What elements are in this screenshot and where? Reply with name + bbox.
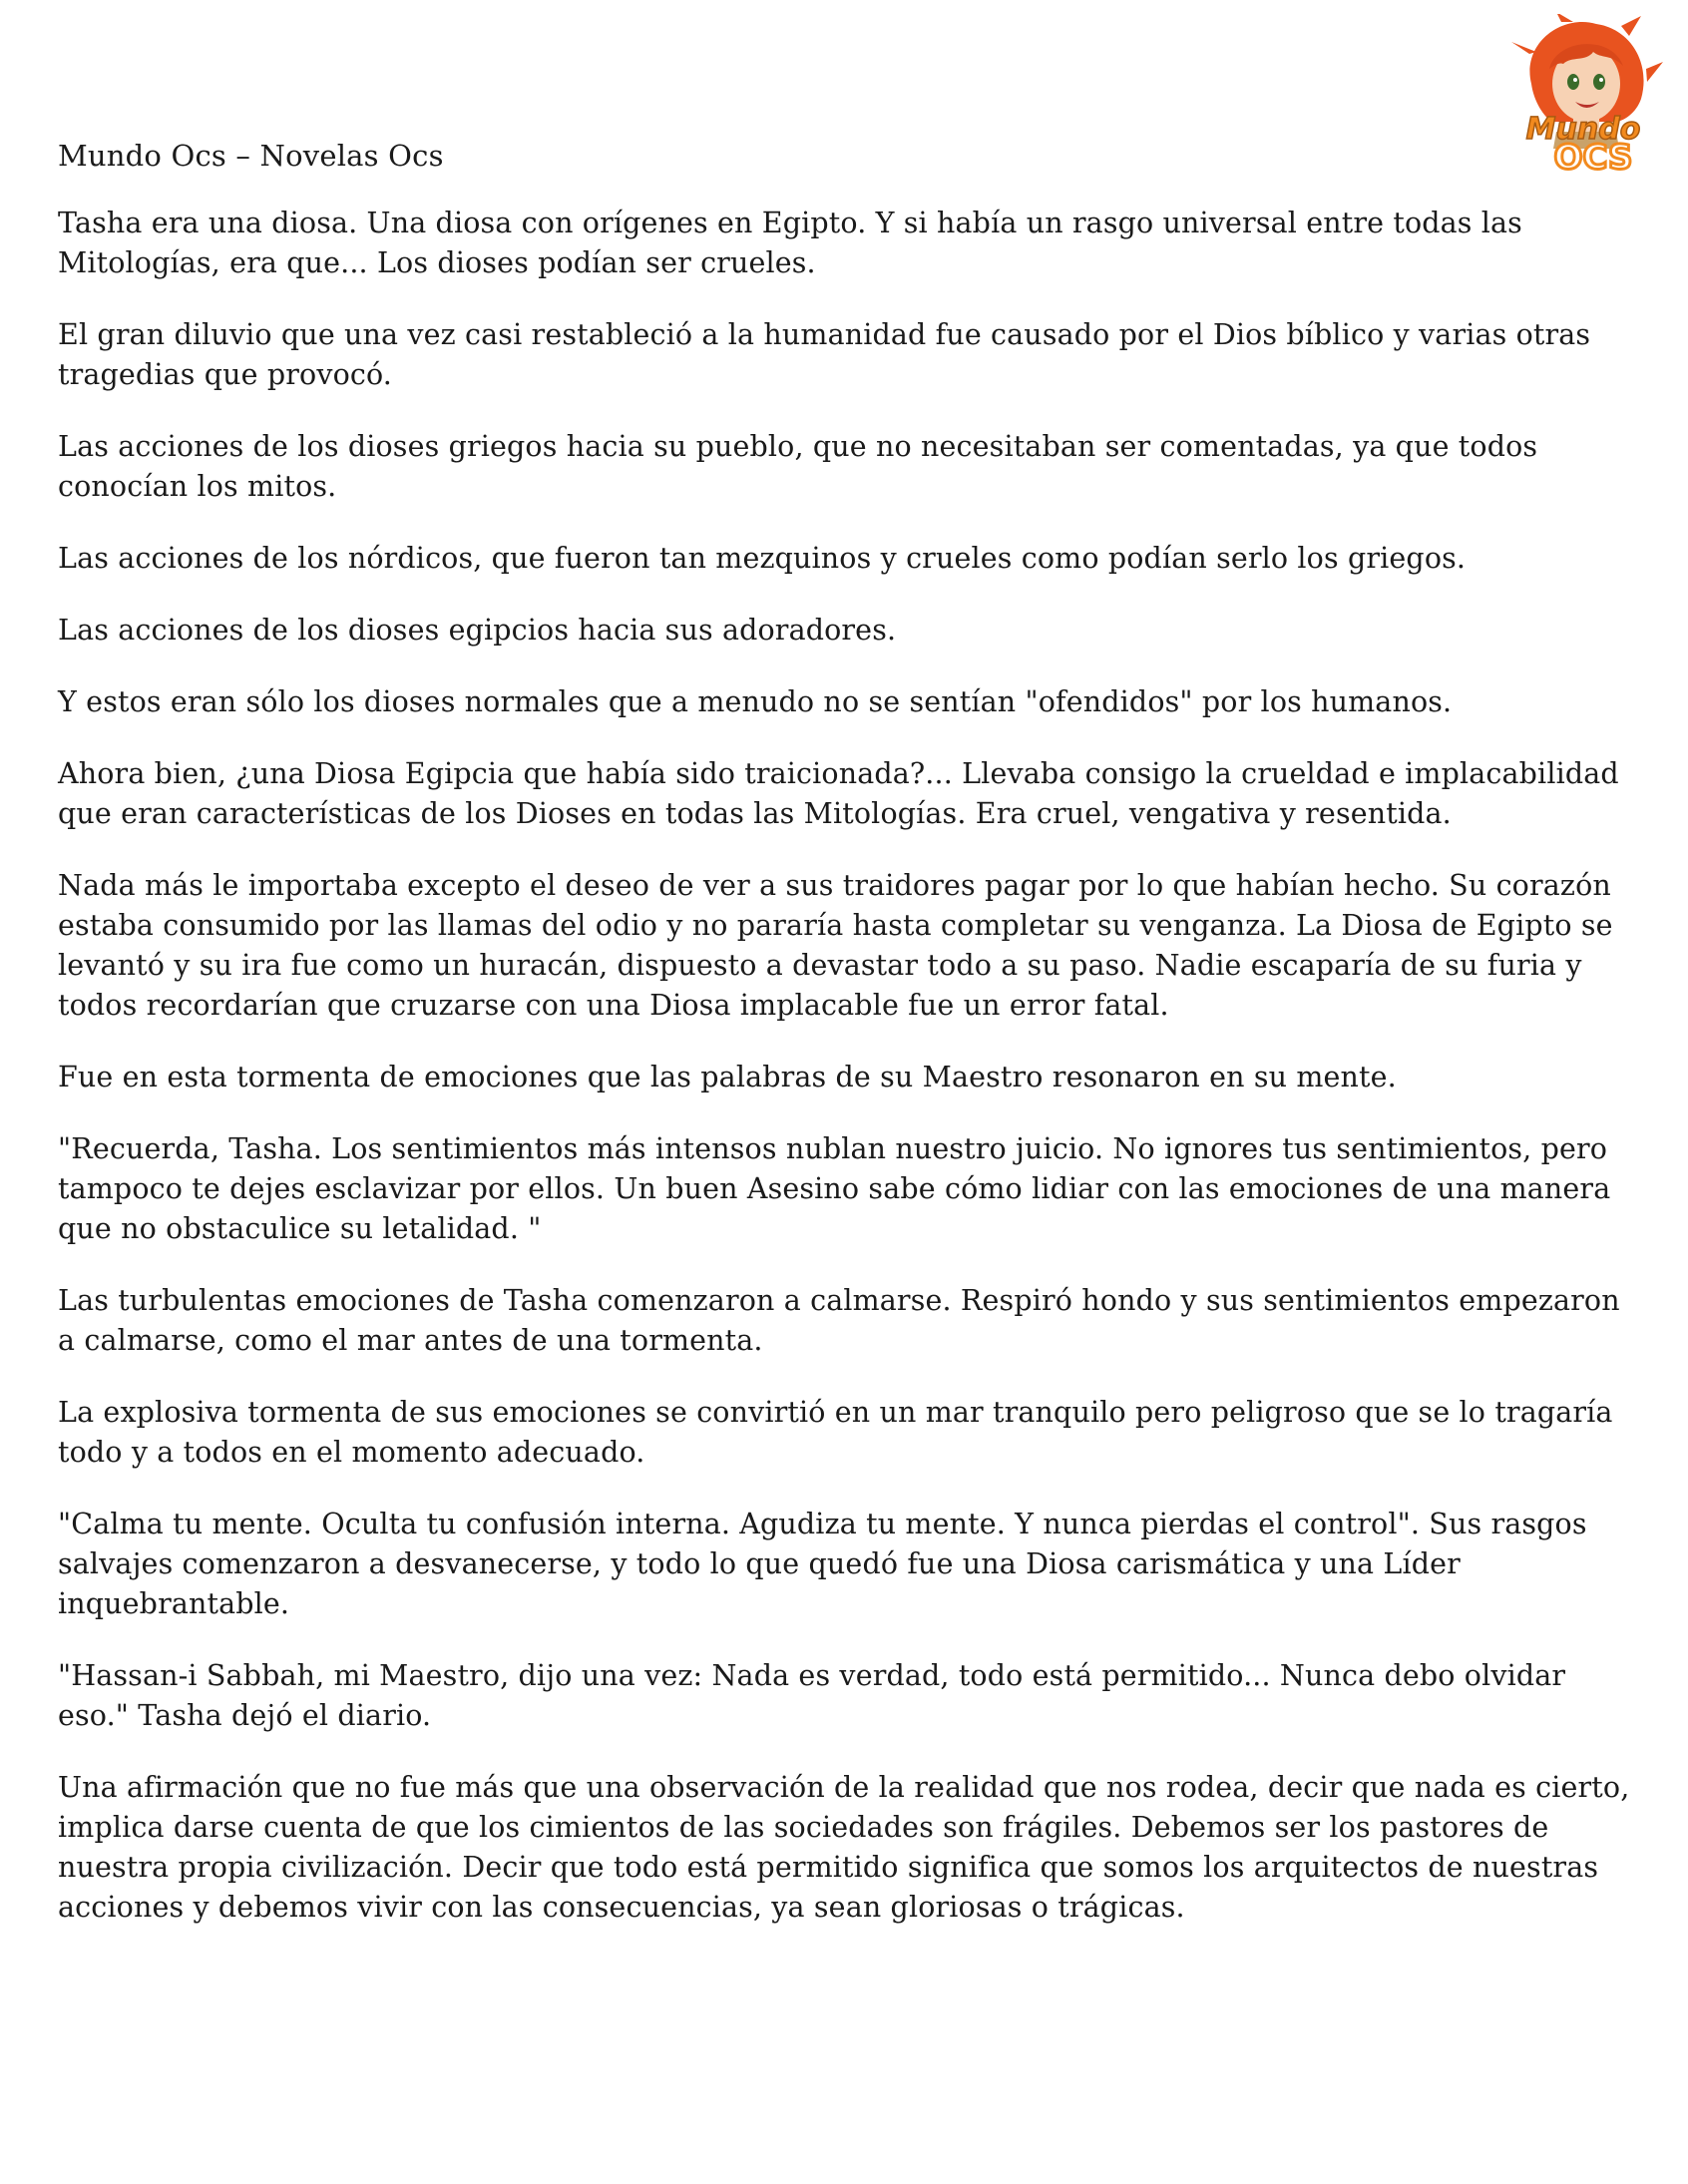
anime-girl-mascot-icon [1501, 14, 1666, 174]
document-header: Mundo Ocs – Novelas Ocs [58, 139, 444, 173]
body-paragraph: Las acciones de los nórdicos, que fueron tan mezquinos y crueles como podían serlo los griegos. [58, 542, 1467, 575]
body-paragraph: Tasha era una diosa. Una diosa con orígenes en Egipto. Y si había un rasgo universal entre todas las Mitologías, era que... Los dioses podían ser crueles. [58, 207, 1522, 279]
document-body [58, 204, 1636, 1960]
logo-text-mundo: Mundo [1525, 112, 1641, 147]
body-paragraph: Ahora bien, ¿una Diosa Egipcia que había sido traicionada?... Llevaba consigo la crueldad e implacabilidad que eran características de los Dioses en todas las Mitologías. Era cruel, vengativa y resentida. [58, 757, 1619, 830]
body-paragraph: "Hassan-i Sabbah, mi Maestro, dijo una vez: Nada es verdad, todo está permitido... Nunca debo olvidar eso." Tasha dejó el diario. [58, 1659, 1566, 1732]
body-paragraph: Nada más le importaba excepto el deseo de ver a sus traidores pagar por lo que habían hecho. Su corazón estaba consumido por las llamas del odio y no pararía hasta completar su venganza. La Diosa de Egipto se levantó y su ira fue como un huracán, dispuesto a devastar todo a su paso. Nadie escaparía de su furia y todos recordarían que cruzarse con una Diosa implacable fue un error fatal. [58, 869, 1613, 1022]
body-paragraph: Las acciones de los dioses griegos hacia su pueblo, que no necesitaban ser comentadas, ya que todos conocían los mitos. [58, 430, 1538, 503]
body-paragraph: "Calma tu mente. Oculta tu confusión interna. Agudiza tu mente. Y nunca pierdas el control". Sus rasgos salvajes comenzaron a desvanecerse, y todo lo que quedó fue una Diosa carismática y una Líder inquebrantable. [58, 1508, 1587, 1620]
body-paragraph: Y estos eran sólo los dioses normales que a menudo no se sentían "ofendidos" por los humanos. [58, 685, 1453, 718]
body-paragraph: Una afirmación que no fue más que una observación de la realidad que nos rodea, decir que nada es cierto, implica darse cuenta de que los cimientos de las sociedades son frágiles. Debemos ser los pastores de nuestra propia civilización. Decir que todo está permitido significa que somos los arquitectos de nuestras acciones y debemos vivir con las consecuencias, ya sean gloriosas o trágicas. [58, 1771, 1630, 1924]
body-paragraph: Las acciones de los dioses egipcios hacia sus adoradores. [58, 614, 897, 647]
mundo-ocs-logo [1501, 14, 1666, 174]
body-paragraph: Las turbulentas emociones de Tasha comenzaron a calmarse. Respiró hondo y sus sentimientos empezaron a calmarse, como el mar antes de una tormenta. [58, 1284, 1620, 1357]
body-paragraph: La explosiva tormenta de sus emociones se convirtió en un mar tranquilo pero peligroso que se lo tragaría todo y a todos en el momento adecuado. [58, 1396, 1613, 1469]
body-paragraph: Fue en esta tormenta de emociones que las palabras de su Maestro resonaron en su mente. [58, 1061, 1397, 1093]
body-paragraph: "Recuerda, Tasha. Los sentimientos más intensos nublan nuestro juicio. No ignores tus sentimientos, pero tampoco te dejes esclavizar por ellos. Un buen Asesino sabe cómo lidiar con las emociones de una manera que no obstaculice su letalidad. " [58, 1132, 1611, 1245]
logo-text-ocs: OCS [1553, 138, 1633, 174]
body-paragraph: El gran diluvio que una vez casi restableció a la humanidad fue causado por el Dios bíblico y varias otras tragedias que provocó. [58, 318, 1591, 391]
